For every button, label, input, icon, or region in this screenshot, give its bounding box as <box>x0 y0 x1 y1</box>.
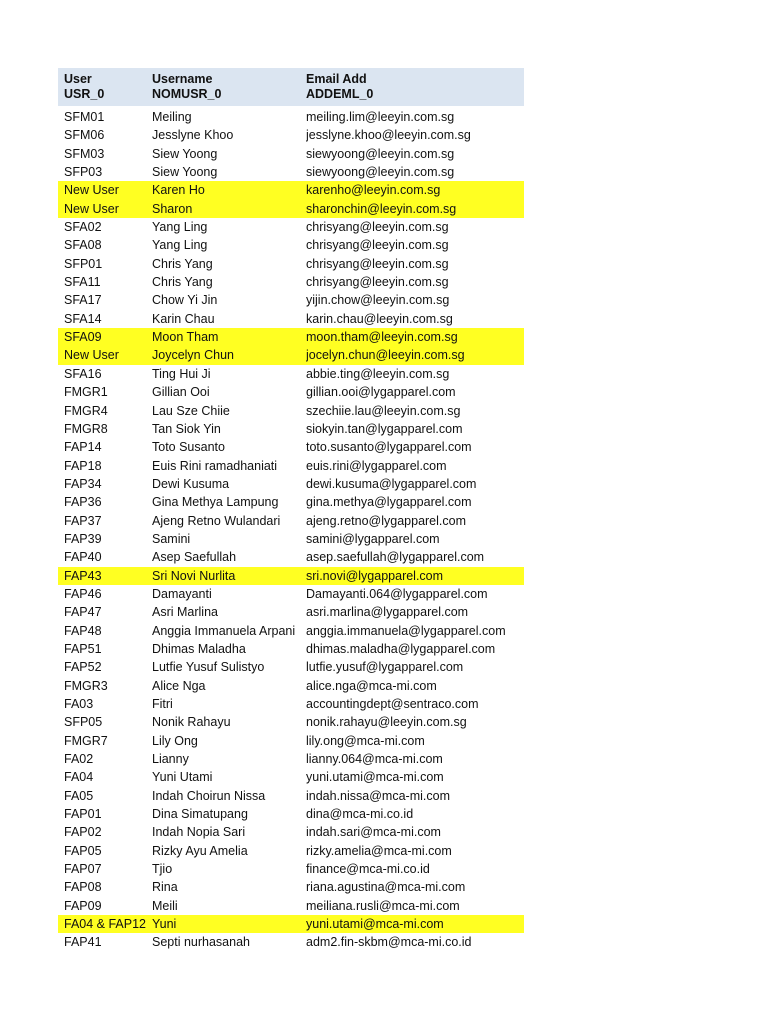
cell-email: siewyoong@leeyin.com.sg <box>306 146 455 161</box>
cell-username: Karen Ho <box>152 183 205 198</box>
cell-user: FAP46 <box>64 586 102 601</box>
cell-user: SFA09 <box>64 330 102 345</box>
cell-email: euis.rini@lygapparel.com <box>306 458 447 473</box>
cell-email: lutfie.yusuf@lygapparel.com <box>306 660 464 675</box>
cell-user: FMGR1 <box>64 385 108 400</box>
table-row <box>58 438 524 456</box>
cell-username: Lily Ong <box>152 733 198 748</box>
cell-email: abbie.ting@leeyin.com.sg <box>306 366 450 381</box>
header-email <box>306 68 524 106</box>
cell-username: Ajeng Retno Wulandari <box>152 513 281 528</box>
cell-email: finance@mca-mi.co.id <box>306 862 430 877</box>
header-username-code: NOMUSR_0 <box>152 87 222 101</box>
cell-username: Lau Sze Chiie <box>152 403 230 418</box>
table-row <box>58 750 524 768</box>
table-row <box>58 585 524 603</box>
cell-username: Siew Yoong <box>152 165 218 180</box>
cell-email: indah.nissa@mca-mi.com <box>306 788 450 803</box>
cell-email: meiliana.rusli@mca-mi.com <box>306 898 460 913</box>
cell-email: asri.marlina@lygapparel.com <box>306 605 469 620</box>
cell-user: FAP07 <box>64 862 102 877</box>
cell-username: Joycelyn Chun <box>152 348 234 363</box>
cell-user: SFP01 <box>64 256 103 271</box>
cell-email: adm2.fin-skbm@mca-mi.co.id <box>306 935 472 950</box>
table-row <box>58 200 524 218</box>
cell-email: yuni.utami@mca-mi.com <box>306 917 444 932</box>
cell-user: SFP03 <box>64 165 103 180</box>
cell-username: Siew Yoong <box>152 146 218 161</box>
cell-email: lianny.064@mca-mi.com <box>306 752 443 767</box>
cell-user: New User <box>64 348 119 363</box>
table-row <box>58 640 524 658</box>
cell-user: New User <box>64 201 119 216</box>
table-row <box>58 328 524 346</box>
cell-user: FA05 <box>64 788 94 803</box>
table-row <box>58 145 524 163</box>
table-header <box>58 68 524 106</box>
cell-username: Rizky Ayu Amelia <box>152 843 248 858</box>
cell-user: SFA08 <box>64 238 102 253</box>
cell-username: Jesslyne Khoo <box>152 128 234 143</box>
cell-user: FAP51 <box>64 641 102 656</box>
cell-username: Lianny <box>152 752 189 767</box>
cell-user: SFA14 <box>64 311 102 326</box>
cell-user: FMGR8 <box>64 421 108 436</box>
cell-username: Tjio <box>152 862 173 877</box>
cell-user: FMGR7 <box>64 733 108 748</box>
cell-email: chrisyang@leeyin.com.sg <box>306 220 449 235</box>
cell-email: karenho@leeyin.com.sg <box>306 183 441 198</box>
cell-email: lily.ong@mca-mi.com <box>306 733 425 748</box>
table-row <box>58 236 524 254</box>
cell-user: FMGR4 <box>64 403 108 418</box>
table-body <box>58 108 524 952</box>
cell-user: FA04 <box>64 770 94 785</box>
cell-email: yuni.utami@mca-mi.com <box>306 770 444 785</box>
cell-email: toto.susanto@lygapparel.com <box>306 440 472 455</box>
table-row <box>58 897 524 915</box>
table-row <box>58 915 524 933</box>
cell-email: jocelyn.chun@leeyin.com.sg <box>306 348 465 363</box>
cell-email: moon.tham@leeyin.com.sg <box>306 330 458 345</box>
cell-user: FMGR3 <box>64 678 108 693</box>
cell-username: Gina Methya Lampung <box>152 495 279 510</box>
table-row <box>58 163 524 181</box>
cell-username: Samini <box>152 531 191 546</box>
cell-user: FAP43 <box>64 568 102 583</box>
cell-username: Yuni Utami <box>152 770 213 785</box>
cell-email: asep.saefullah@lygapparel.com <box>306 550 485 565</box>
table-row <box>58 420 524 438</box>
table-row <box>58 310 524 328</box>
table-row <box>58 677 524 695</box>
table-row <box>58 622 524 640</box>
table-row <box>58 823 524 841</box>
cell-username: Karin Chau <box>152 311 215 326</box>
cell-user: FAP34 <box>64 476 102 491</box>
cell-email: anggia.immanuela@lygapparel.com <box>306 623 506 638</box>
cell-user: FAP08 <box>64 880 102 895</box>
cell-user: FAP18 <box>64 458 102 473</box>
cell-username: Chow Yi Jin <box>152 293 218 308</box>
cell-username: Damayanti <box>152 586 212 601</box>
cell-user: FA04 & FAP12 <box>64 917 146 932</box>
header-username-title: Username <box>152 72 213 86</box>
header-user-code: USR_0 <box>64 87 105 101</box>
cell-email: accountingdept@sentraco.com <box>306 697 479 711</box>
cell-email: siewyoong@leeyin.com.sg <box>306 165 455 180</box>
cell-email: sharonchin@leeyin.com.sg <box>306 201 457 216</box>
cell-user: SFP05 <box>64 715 103 730</box>
cell-email: yijin.chow@leeyin.com.sg <box>306 293 450 308</box>
cell-email: chrisyang@leeyin.com.sg <box>306 256 449 271</box>
cell-email: ajeng.retno@lygapparel.com <box>306 513 467 528</box>
cell-email: samini@lygapparel.com <box>306 531 440 546</box>
cell-username: Dhimas Maladha <box>152 641 246 656</box>
cell-username: Dina Simatupang <box>152 807 248 822</box>
cell-username: Asep Saefullah <box>152 550 237 565</box>
table-row <box>58 768 524 786</box>
cell-user: FAP47 <box>64 605 102 620</box>
table-row <box>58 383 524 401</box>
table-row <box>58 658 524 676</box>
table-row <box>58 493 524 511</box>
cell-username: Asri Marlina <box>152 605 218 620</box>
table-row <box>58 108 524 126</box>
cell-username: Sri Novi Nurlita <box>152 568 236 583</box>
table-row <box>58 567 524 585</box>
cell-username: Indah Choirun Nissa <box>152 788 266 803</box>
table-row <box>58 603 524 621</box>
cell-email: jesslyne.khoo@leeyin.com.sg <box>306 128 471 143</box>
cell-user: FAP37 <box>64 513 102 528</box>
cell-username: Yuni <box>152 917 177 932</box>
cell-username: Rina <box>152 880 178 895</box>
table-row <box>58 787 524 805</box>
cell-email: chrisyang@leeyin.com.sg <box>306 275 449 290</box>
table-row <box>58 933 524 951</box>
cell-username: Toto Susanto <box>152 440 225 455</box>
cell-user: FAP02 <box>64 825 102 840</box>
cell-email: dhimas.maladha@lygapparel.com <box>306 641 496 656</box>
table-row <box>58 713 524 731</box>
cell-username: Chris Yang <box>152 275 213 290</box>
cell-username: Moon Tham <box>152 330 219 345</box>
cell-email: alice.nga@mca-mi.com <box>306 678 437 693</box>
cell-username: Fitri <box>152 697 173 711</box>
cell-user: FAP48 <box>64 623 102 638</box>
cell-username: Anggia Immanuela Arpani <box>152 623 296 638</box>
cell-email: siokyin.tan@lygapparel.com <box>306 421 463 436</box>
table-row <box>58 878 524 896</box>
cell-email: chrisyang@leeyin.com.sg <box>306 238 449 253</box>
table-row <box>58 291 524 309</box>
cell-email: dina@mca-mi.co.id <box>306 807 414 822</box>
cell-email: szechiie.lau@leeyin.com.sg <box>306 403 461 418</box>
cell-user: FAP01 <box>64 807 102 822</box>
cell-user: FAP41 <box>64 935 102 950</box>
cell-user: FAP39 <box>64 531 102 546</box>
cell-username: Sharon <box>152 201 193 216</box>
cell-email: karin.chau@leeyin.com.sg <box>306 311 453 326</box>
cell-email: Damayanti.064@lygapparel.com <box>306 586 488 601</box>
cell-email: dewi.kusuma@lygapparel.com <box>306 476 477 491</box>
cell-username: Dewi Kusuma <box>152 476 230 491</box>
table-row <box>58 181 524 199</box>
cell-user: FA03 <box>64 697 94 711</box>
cell-user: SFA16 <box>64 366 102 381</box>
table-row <box>58 273 524 291</box>
cell-user: SFM06 <box>64 128 105 143</box>
cell-username: Septi nurhasanah <box>152 935 250 950</box>
cell-username: Meili <box>152 898 178 913</box>
cell-user: FAP14 <box>64 440 102 455</box>
cell-user: SFA17 <box>64 293 102 308</box>
table-row <box>58 530 524 548</box>
cell-username: Ting Hui Ji <box>152 366 211 381</box>
cell-username: Yang Ling <box>152 238 208 253</box>
table-row <box>58 457 524 475</box>
user-email-table <box>58 68 524 952</box>
cell-email: sri.novi@lygapparel.com <box>306 568 444 583</box>
table-row <box>58 475 524 493</box>
table-row <box>58 842 524 860</box>
cell-username: Nonik Rahayu <box>152 715 231 730</box>
cell-email: rizky.amelia@mca-mi.com <box>306 843 452 858</box>
cell-username: Euis Rini ramadhaniati <box>152 458 278 473</box>
cell-username: Yang Ling <box>152 220 208 235</box>
cell-user: FAP52 <box>64 660 102 675</box>
cell-email: gina.methya@lygapparel.com <box>306 495 472 510</box>
table-row <box>58 365 524 383</box>
cell-username: Gillian Ooi <box>152 385 210 400</box>
cell-user: SFA02 <box>64 220 102 235</box>
cell-username: Alice Nga <box>152 678 206 693</box>
table-row <box>58 512 524 530</box>
cell-username: Tan Siok Yin <box>152 421 221 436</box>
cell-user: SFM01 <box>64 110 105 124</box>
table-row <box>58 218 524 236</box>
table-row <box>58 402 524 420</box>
cell-user: FAP09 <box>64 898 102 913</box>
cell-username: Meiling <box>152 110 192 124</box>
cell-email: meiling.lim@leeyin.com.sg <box>306 110 455 124</box>
cell-email: indah.sari@mca-mi.com <box>306 825 441 840</box>
table-row <box>58 732 524 750</box>
header-user-title: User <box>64 72 92 86</box>
cell-user: FAP36 <box>64 495 102 510</box>
cell-user: SFM03 <box>64 146 105 161</box>
table-row <box>58 346 524 364</box>
table-row <box>58 805 524 823</box>
header-email-code: ADDEML_0 <box>306 87 374 101</box>
cell-user: New User <box>64 183 119 198</box>
cell-user: FA02 <box>64 752 94 767</box>
table-row <box>58 255 524 273</box>
cell-email: gillian.ooi@lygapparel.com <box>306 385 456 400</box>
header-email-title: Email Add <box>306 72 367 86</box>
table-row <box>58 126 524 144</box>
cell-username: Lutfie Yusuf Sulistyo <box>152 660 265 675</box>
cell-username: Chris Yang <box>152 256 213 271</box>
header-username <box>152 68 306 106</box>
header-user <box>58 68 152 106</box>
table-row <box>58 695 524 713</box>
cell-email: nonik.rahayu@leeyin.com.sg <box>306 715 467 730</box>
cell-user: FAP05 <box>64 843 102 858</box>
cell-user: SFA11 <box>64 275 101 290</box>
cell-username: Indah Nopia Sari <box>152 825 246 840</box>
table-row <box>58 860 524 878</box>
cell-user: FAP40 <box>64 550 102 565</box>
table-row <box>58 548 524 566</box>
cell-email: riana.agustina@mca-mi.com <box>306 880 466 895</box>
